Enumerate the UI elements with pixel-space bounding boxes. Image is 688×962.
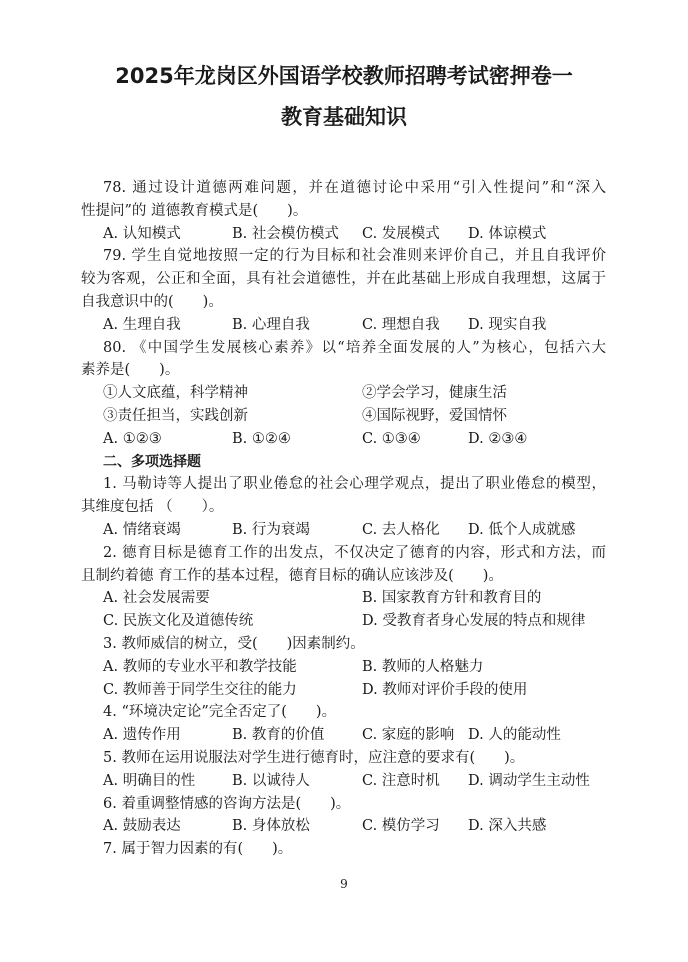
answer-option: A. 鼓励表达 xyxy=(103,818,181,835)
answer-option: ②学会学习，健康生活 xyxy=(362,385,507,402)
answer-option: D. 低个人成就感 xyxy=(468,521,576,538)
options-row xyxy=(81,679,606,702)
options-row xyxy=(81,428,606,451)
options-row xyxy=(81,223,606,246)
answer-option: A. 生理自我 xyxy=(103,316,181,333)
options-row xyxy=(81,610,606,633)
answer-option: A. 明确目的性 xyxy=(103,772,196,789)
question-line: 素养是( )。 xyxy=(81,362,180,379)
answer-option: C. ①③④ xyxy=(362,430,421,447)
answer-option: B. 教育的价值 xyxy=(232,727,325,744)
page-number: 9 xyxy=(340,877,348,891)
question-line: 6. 着重调整情感的咨询方法是( )。 xyxy=(103,795,351,812)
answer-option: A. 遗传作用 xyxy=(103,727,181,744)
question-line: 性提问”的 道德教育模式是( )。 xyxy=(81,202,308,219)
answer-option: C. 家庭的影响 xyxy=(362,727,455,744)
answer-option: B. 社会模仿模式 xyxy=(232,225,339,242)
question-line: 且制约着德 育工作的基本过程，德育目标的确认应该涉及( )。 xyxy=(81,567,503,584)
question-line: 3. 教师威信的树立，受( )因素制约。 xyxy=(103,635,365,652)
options-row xyxy=(81,587,606,610)
answer-option: A. ①②③ xyxy=(103,430,162,447)
answer-option: B. ①②④ xyxy=(232,430,291,447)
options-row xyxy=(81,724,606,747)
section-heading: 二、多项选择题 xyxy=(103,453,201,470)
answer-option: D. 人的能动性 xyxy=(468,727,561,744)
question-line: 较为客观，公正和全面，具有社会道德性，并在此基础上形成自我理想，这属于 xyxy=(81,271,606,288)
options-row xyxy=(81,656,606,679)
question-line: 4. “环境决定论”完全否定了( )。 xyxy=(103,704,337,721)
options-row xyxy=(81,770,606,793)
answer-option: C. 教师善于同学生交往的能力 xyxy=(103,681,297,698)
answer-option: D. 现实自我 xyxy=(468,316,547,333)
question-body xyxy=(81,177,606,861)
options-row xyxy=(81,815,606,838)
answer-option: C. 发展模式 xyxy=(362,225,440,242)
answer-option: ③责任担当，实践创新 xyxy=(103,407,248,424)
answer-option: A. 情绪衰竭 xyxy=(103,521,181,538)
options-row xyxy=(81,519,606,542)
question-line: 7. 属于智力因素的有( )。 xyxy=(103,841,293,858)
answer-option: C. 模仿学习 xyxy=(362,818,440,835)
answer-option: D. 深入共感 xyxy=(468,818,547,835)
answer-option: A. 认知模式 xyxy=(103,225,181,242)
question-line: 79. 学生自觉地按照一定的行为目标和社会准则来评价自己，并且自我评价 xyxy=(103,248,606,265)
answer-option: D. 受教育者身心发展的特点和规律 xyxy=(362,613,586,630)
question-line: 1. 马勒诗等人提出了职业倦怠的社会心理学观点，提出了职业倦怠的模型， xyxy=(103,476,606,493)
answer-option: D. 调动学生主动性 xyxy=(468,772,590,789)
answer-option: ④国际视野，爱国情怀 xyxy=(362,407,507,424)
document-subtitle: 教育基础知识 xyxy=(281,105,407,129)
question-line: 5. 教师在运用说服法对学生进行德育时，应注意的要求有( )。 xyxy=(103,749,525,766)
options-row xyxy=(81,382,606,405)
document-title: 2025年龙岗区外国语学校教师招聘考试密押卷一 xyxy=(115,64,573,88)
answer-option: B. 教师的人格魅力 xyxy=(362,658,484,675)
answer-option: B. 国家教育方针和教育目的 xyxy=(362,590,542,607)
answer-option: D. 教师对评价手段的使用 xyxy=(362,681,528,698)
options-row xyxy=(81,314,606,337)
answer-option: D. 体谅模式 xyxy=(468,225,547,242)
answer-option: ①人文底蕴，科学精神 xyxy=(103,385,248,402)
answer-option: B. 以诚待人 xyxy=(232,772,310,789)
question-line: 其维度包括 （ ）。 xyxy=(81,499,224,516)
question-line: 2. 德育目标是德育工作的出发点，不仅决定了德育的内容，形式和方法，而 xyxy=(103,544,606,561)
question-line: 80. 《中国学生发展核心素养》以“培养全面发展的人”为核心，包括六大 xyxy=(103,339,606,356)
answer-option: A. 教师的专业水平和教学技能 xyxy=(103,658,297,675)
answer-option: C. 理想自我 xyxy=(362,316,440,333)
answer-option: B. 行为衰竭 xyxy=(232,521,310,538)
answer-option: C. 民族文化及道德传统 xyxy=(103,613,254,630)
answer-option: A. 社会发展需要 xyxy=(103,590,210,607)
question-line: 78. 通过设计道德两难问题，并在道德讨论中采用“引入性提问”和“深入 xyxy=(103,180,606,196)
answer-option: B. 心理自我 xyxy=(232,316,310,333)
question-line: 自我意识中的( )。 xyxy=(81,293,223,310)
answer-option: C. 注意时机 xyxy=(362,772,440,789)
answer-option: B. 身体放松 xyxy=(232,818,310,835)
answer-option: C. 去人格化 xyxy=(362,521,440,538)
options-row xyxy=(81,405,606,428)
answer-option: D. ②③④ xyxy=(468,430,528,447)
